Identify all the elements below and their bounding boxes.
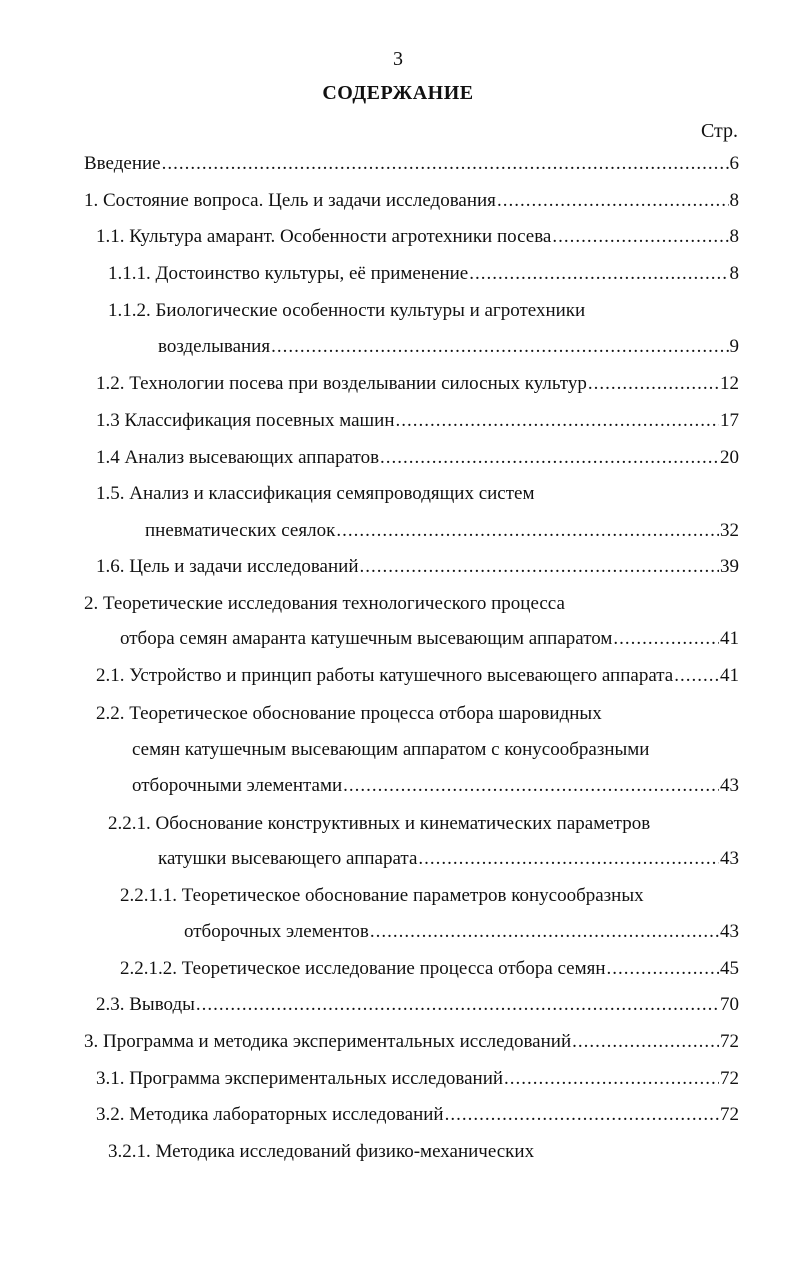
toc-entry-title: катушки высевающего аппарата [158,848,418,869]
toc-entry-title[interactable]: 1.5. Анализ и классификация семяпроводящих систем [96,483,535,504]
toc-entry[interactable] [96,1104,739,1130]
toc-entry-page: 72 [720,1104,739,1125]
toc-entry-title: 1.4 Анализ высевающих аппаратов [96,447,380,468]
toc-entry-title: 2.1. Устройство и принцип работы катушечного высевающего аппарата [96,665,674,686]
toc-entry-page: 41 [720,665,739,686]
toc-entry-title: 1.6. Цель и задачи исследований [96,556,359,577]
toc-entry-title: 1.2. Технологии посева при возделывании силосных культур [96,373,587,394]
toc-entry-title: отборочными элементами [132,775,343,796]
toc-entry-title: пневматических сеялок [145,520,336,541]
toc-entry-title[interactable]: 1.1.2. Биологические особенности культуры и агротехники [108,300,586,321]
toc-entry[interactable] [84,1031,739,1057]
toc-entry-page: 9 [729,336,739,357]
toc-entry-page: 12 [720,373,739,394]
toc-entry[interactable] [96,665,739,691]
toc-entry-title[interactable]: 2.2. Теоретическое обоснование процесса отбора шаровидных [96,703,602,724]
toc-entry[interactable] [184,921,739,947]
toc-entry-page: 20 [720,447,739,468]
toc-entry-title: 1. Состояние вопроса. Цель и задачи исследования [84,190,496,211]
toc-entry-title[interactable]: 2.2.1.1. Теоретическое обоснование параметров конусообразных [120,885,644,906]
toc-entry-page: 32 [720,520,739,541]
page-title: СОДЕРЖАНИЕ [322,82,474,104]
toc-entry-title: 1.1. Культура амарант. Особенности агротехники посева [96,226,552,247]
toc-entry-title[interactable]: семян катушечным высевающим аппаратом с конусообразными [132,739,650,760]
toc-entry-title: 1.1.1. Достоинство культуры, её применение [108,263,469,284]
toc-entry-title: 2.3. Выводы [96,994,195,1015]
toc-entry[interactable] [96,447,739,473]
toc-entry[interactable] [96,994,739,1020]
toc-entry-page: 6 [729,153,739,174]
toc-entry-page: 17 [720,410,739,431]
toc-entry[interactable] [96,1068,739,1094]
toc-entry-title: 3.1. Программа экспериментальных исследований [96,1068,504,1089]
toc-entry-title: 3. Программа и методика экспериментальных исследований [84,1031,572,1052]
toc-entry[interactable] [120,958,739,984]
toc-entry[interactable] [96,373,739,399]
toc-entry-title[interactable]: 2.2.1. Обоснование конструктивных и кинематических параметров [108,813,651,834]
toc-entry-title[interactable]: 2. Теоретические исследования технологического процесса [84,593,565,614]
toc-entry-title: Введение [84,153,161,174]
toc-entry[interactable] [84,153,739,179]
toc-entry-page: 8 [729,263,739,284]
toc-entry-title: 3.2. Методика лабораторных исследований [96,1104,444,1125]
toc-entry-page: 72 [720,1068,739,1089]
toc-entry[interactable] [132,775,739,801]
toc-entry[interactable] [96,410,739,436]
toc-entry[interactable] [158,848,739,874]
toc-entry-title[interactable]: 3.2.1. Методика исследований физико-механических [108,1141,535,1162]
page-column-label: Стр. [700,120,738,142]
toc-entry[interactable] [120,628,739,654]
toc-entry-page: 72 [720,1031,739,1052]
toc-entry[interactable] [108,263,739,289]
toc-entry-page: 8 [729,226,739,247]
toc-entry-title: отборочных элементов [184,921,369,942]
toc-entry-page: 43 [720,848,739,869]
toc-entry[interactable] [96,226,739,252]
toc-entry[interactable] [96,556,739,582]
toc-entry[interactable] [145,520,739,546]
toc-entry-page: 8 [729,190,739,211]
toc-entry-page: 45 [720,958,739,979]
toc-entry-page: 70 [720,994,739,1015]
toc-entry-page: 39 [720,556,739,577]
toc-entry-title: 1.3 Классификация посевных машин [96,410,395,431]
toc-entry-page: 43 [720,775,739,796]
page-number: 3 [393,48,403,70]
toc-entry-title: отбора семян амаранта катушечным высевающим аппаратом [120,628,613,649]
toc-entry-page: 43 [720,921,739,942]
toc-entry-page: 41 [720,628,739,649]
toc-entry-title: 2.2.1.2. Теоретическое исследование процесса отбора семян [120,958,606,979]
toc-entry[interactable] [84,190,739,216]
toc-entry-title: возделывания [158,336,271,357]
toc-entry[interactable] [158,336,739,362]
